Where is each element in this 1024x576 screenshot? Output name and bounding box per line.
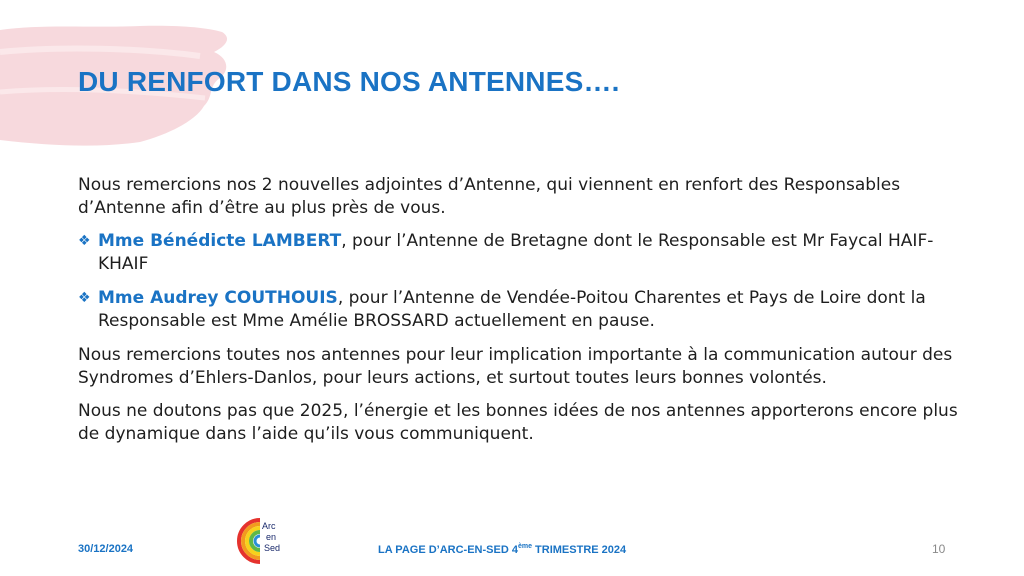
bullet-item: [78, 287, 958, 333]
page-number: 10: [932, 542, 946, 556]
diamond-bullet-icon: ❖: [78, 290, 91, 306]
logo-text-sed: Sed: [264, 543, 281, 553]
diamond-bullet-icon: ❖: [78, 233, 91, 249]
slide-body: [78, 174, 958, 456]
rainbow-arc-icon: [236, 516, 286, 566]
bullet-description: , pour l’Antenne de Bretagne dont le Responsable est Mr Faycal HAIF-KHAIF: [98, 231, 934, 274]
footer-publication-part2: TRIMESTRE 2024: [531, 544, 627, 556]
paragraph-antennas: Nous remercions toutes nos antennes pour leur implication importante à la communication autour des Syndromes d’Ehlers-Danlos, pour leurs actions, et surtout toutes leurs bonnes volontés.: [78, 345, 953, 388]
bullet-description: , pour l’Antenne de Vendée-Poitou Charentes et Pays de Loire dont la Responsable est Mme Amélie BROSSARD actuellement en pause.: [98, 288, 926, 331]
bullet-name: Mme Bénédicte LAMBERT: [98, 231, 342, 251]
bullet-item: [78, 230, 958, 276]
footer-publication-superscript: ème: [517, 543, 532, 550]
logo-text-en: en: [266, 532, 277, 542]
intro-paragraph: Nous remercions nos 2 nouvelles adjointes d’Antenne, qui viennent en renfort des Responsables d’Antenne afin d’être au plus près de vous.: [78, 175, 901, 218]
arc-en-sed-logo: [236, 516, 286, 566]
bullet-text: [98, 287, 958, 333]
footer-publication: [378, 543, 626, 556]
bullet-text: [98, 230, 958, 276]
paragraph-2025: Nous ne doutons pas que 2025, l’énergie et les bonnes idées de nos antennes apporterons encore plus de dynamique dans l’aide qu’ils vous communiquent.: [78, 401, 958, 444]
logo-text-arc: Arc: [262, 521, 276, 531]
slide-title: DU RENFORT DANS NOS ANTENNES….: [78, 66, 620, 97]
footer-date: 30/12/2024: [78, 543, 134, 555]
footer-publication-part1: LA PAGE D’ARC-EN-SED 4: [378, 544, 518, 556]
bullet-name: Mme Audrey COUTHOUIS: [98, 288, 338, 308]
